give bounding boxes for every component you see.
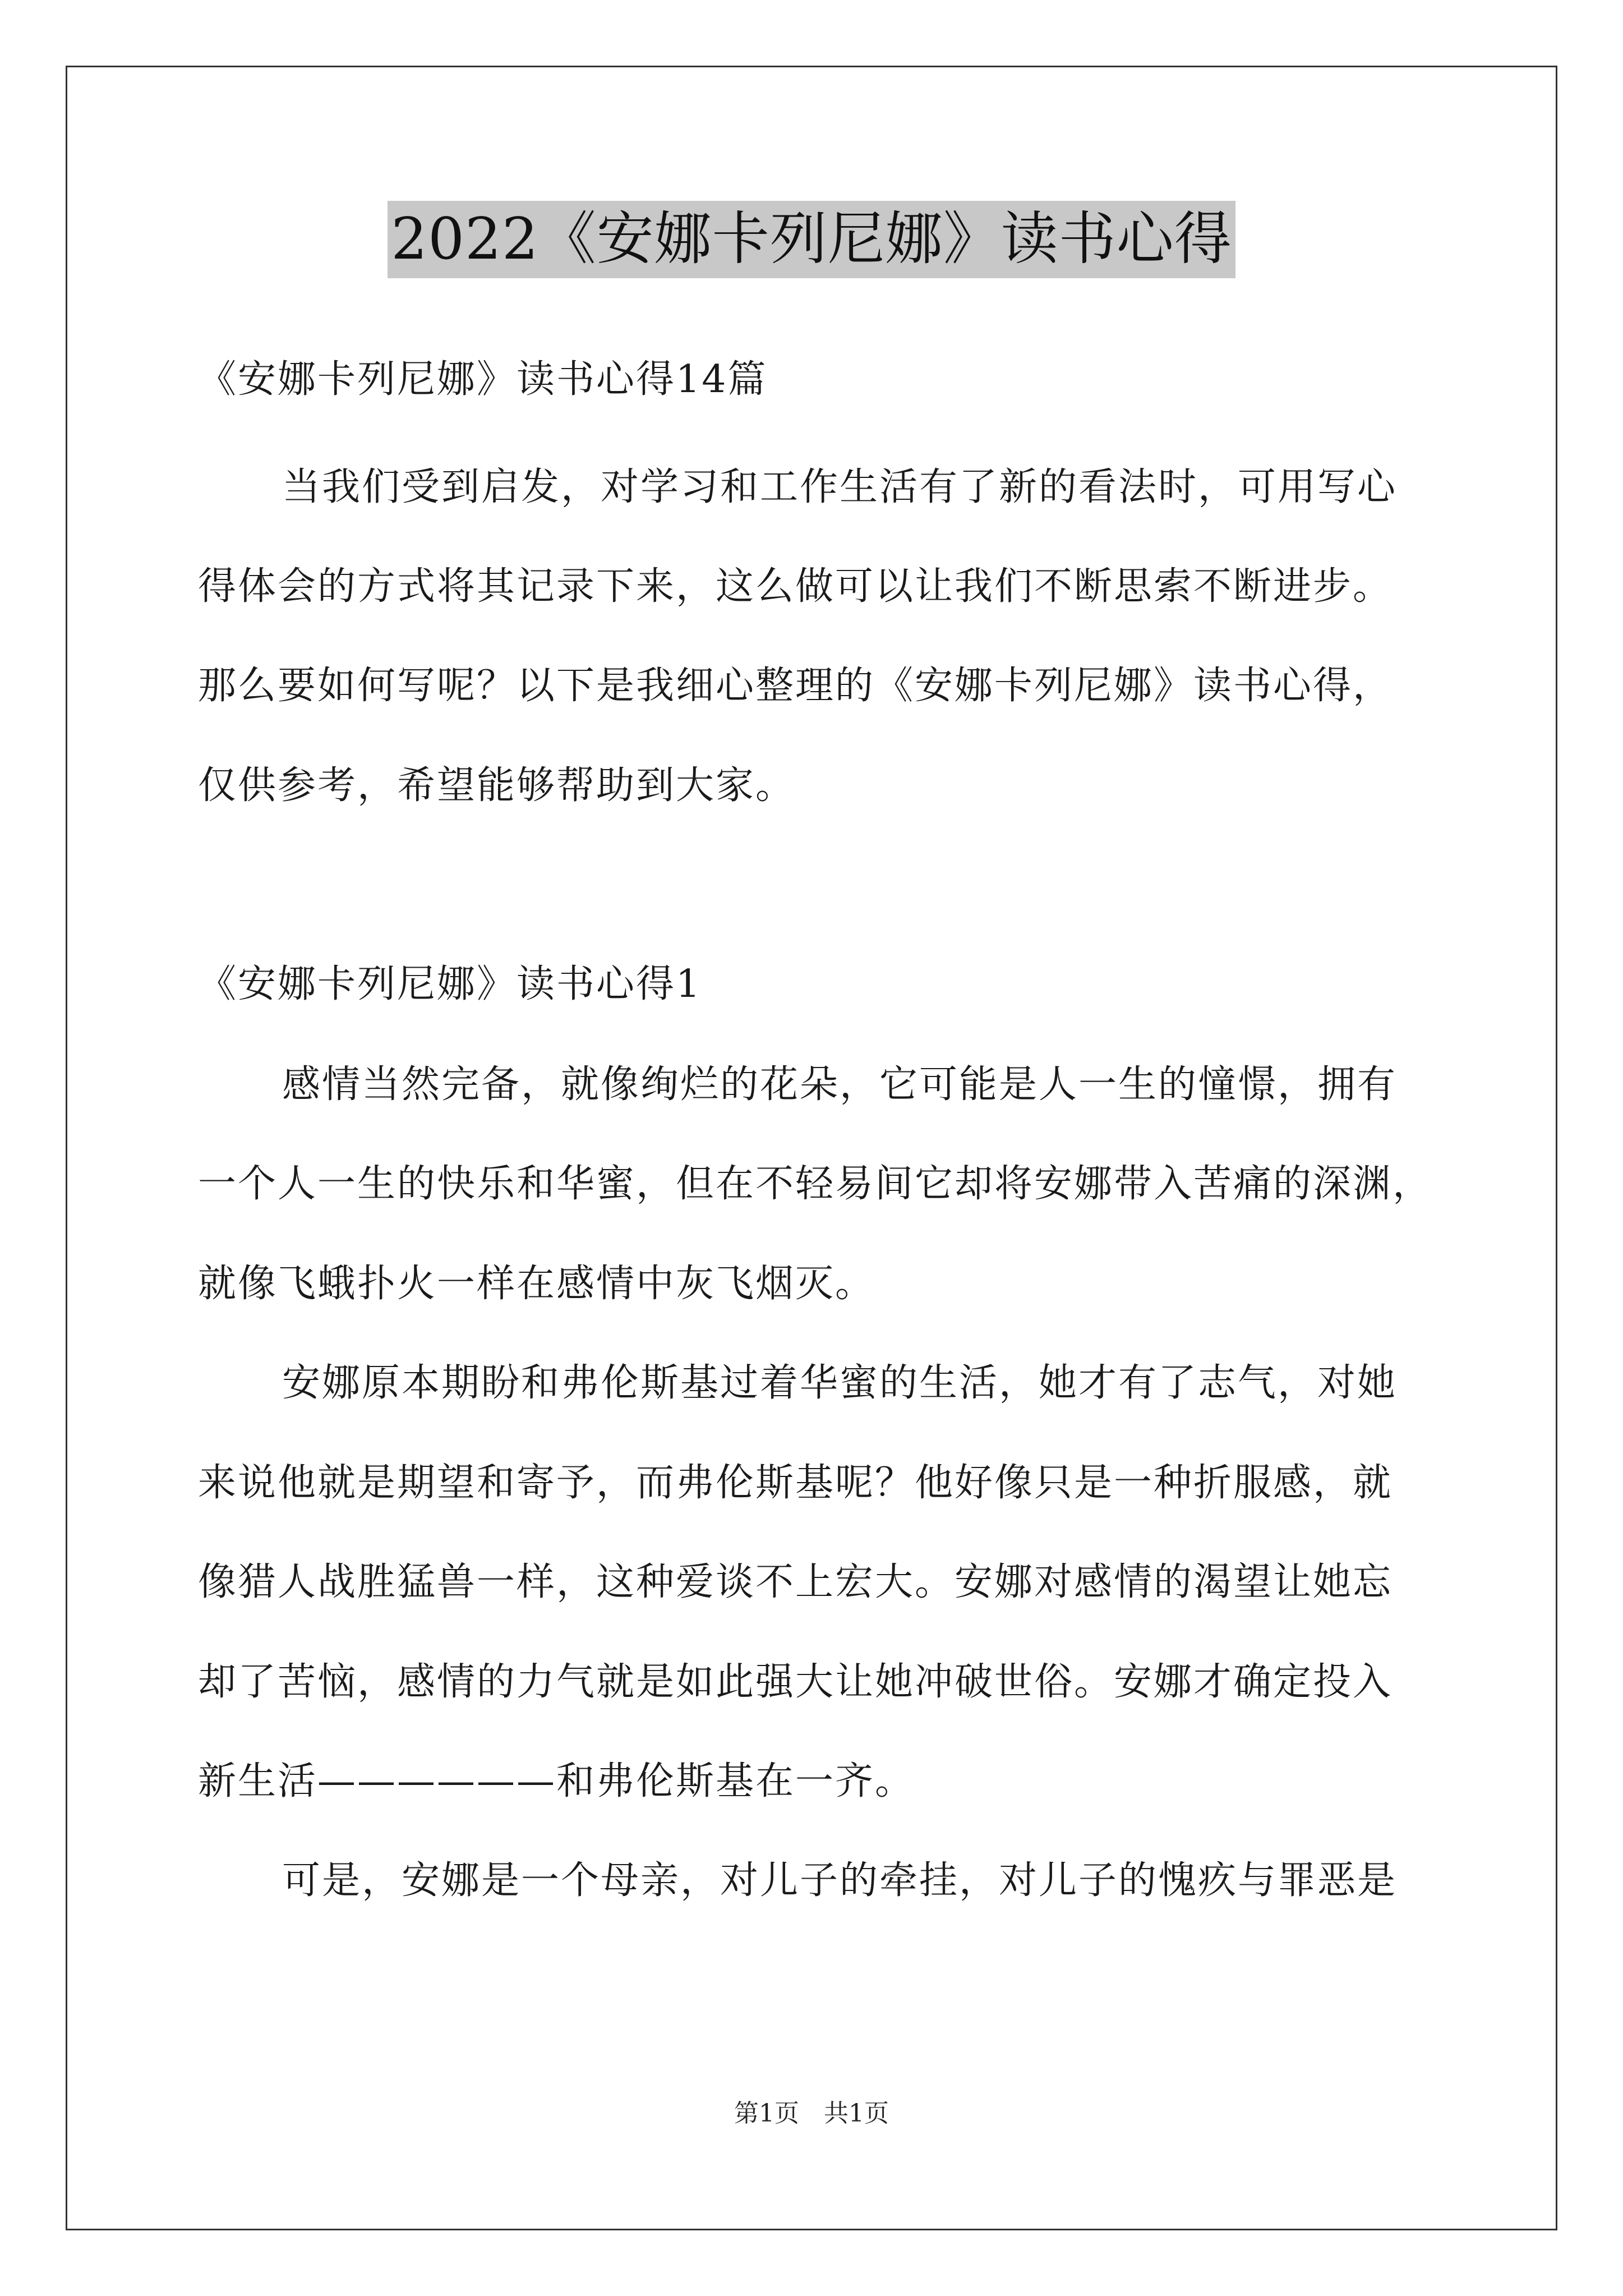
paragraph-line: 感情当然完备，就像绚烂的花朵，它可能是人一生的憧憬，拥有 (282, 1062, 1398, 1107)
paragraph-line: 像猎人战胜猛兽一样，这种爱谈不上宏大。安娜对感情的渴望让她忘 (198, 1560, 1393, 1604)
paragraph-line: 却了苦恼，感情的力气就是如此强大让她冲破世俗。安娜才确定投入 (198, 1660, 1393, 1704)
intro-line: 当我们受到启发，对学习和工作生活有了新的看法时，可用写心 (282, 465, 1398, 509)
intro-line: 那么要如何写呢？以下是我细心整理的《安娜卡列尼娜》读书心得， (198, 664, 1393, 708)
paragraph-line: 新生活——————和弗伦斯基在一齐。 (198, 1759, 915, 1803)
title-container (0, 201, 1623, 278)
page-footer (0, 2097, 1623, 2131)
page-number: 第1页 (734, 2099, 799, 2128)
intro-line: 仅供参考，希望能够帮助到大家。 (198, 763, 796, 808)
paragraph-line: 可是，安娜是一个母亲，对儿子的牵挂，对儿子的愧疚与罪恶是 (282, 1858, 1398, 1903)
paragraph-line: 一个人一生的快乐和华蜜，但在不轻易间它却将安娜带入苦痛的深渊， (198, 1162, 1433, 1206)
document-subtitle: 《安娜卡列尼娜》读书心得14篇 (198, 357, 768, 402)
page-total: 共1页 (824, 2099, 889, 2128)
section-heading: 《安娜卡列尼娜》读书心得1 (198, 962, 702, 1006)
paragraph-line: 就像飞蛾扑火一样在感情中灰飞烟灭。 (198, 1262, 875, 1306)
paragraph-line: 来说他就是期望和寄予，而弗伦斯基呢？他好像只是一种折服感，就 (198, 1461, 1393, 1505)
paragraph-line: 安娜原本期盼和弗伦斯基过着华蜜的生活，她才有了志气，对她 (282, 1361, 1398, 1405)
document-title: 2022《安娜卡列尼娜》读书心得 (388, 201, 1235, 278)
intro-line: 得体会的方式将其记录下来，这么做可以让我们不断思索不断进步。 (198, 564, 1393, 609)
